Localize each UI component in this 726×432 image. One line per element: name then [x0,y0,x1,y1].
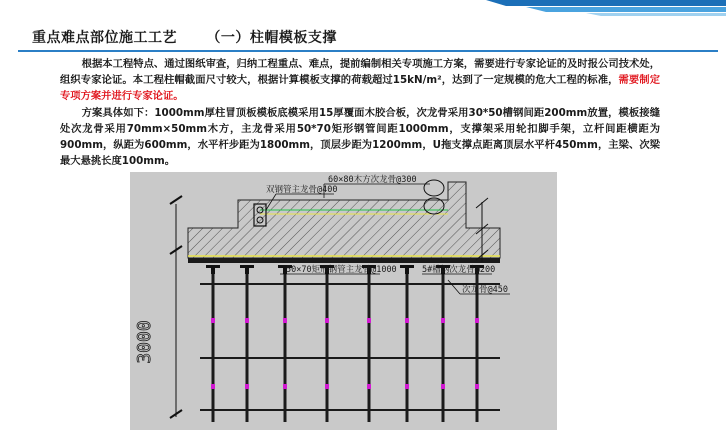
dimension-marker [170,196,182,418]
label-wood-joist: 60×80木方次龙骨@300 [328,175,417,185]
paragraph-1-warning: 需要制定专项方案并进行专家论证。 [60,74,660,103]
horizontal-bars [200,284,500,410]
page-title-main: 重点难点部位施工工艺 [32,30,177,46]
title-divider [18,50,718,52]
support-diagram [130,172,557,430]
label-channel: 5#槽钢次龙骨@200 [422,265,496,275]
paragraph-2: 方案具体如下：1000mm厚柱冒顶板模板底模采用15厚覆面木胶合板，次龙骨采用30*50槽钢间距200mm放置，模板接缝处次龙骨采用70mm×50mm木方，主龙骨采用50*70矩形钢管间距1000mm，支撑架采用轮扣脚手架，立杆间距横距为900mm，纵距为600mm，水平杆步距为1800mm，顶层步距为1200mm，U拖支撑点距离顶层水平杆450mm，主梁、次梁最大悬挑长度100mm。 [60,106,660,168]
column-cap-concrete [188,182,500,258]
formwork-plank [188,258,500,263]
page-title [32,27,337,47]
dimension-height-label: 3000 [134,320,155,364]
paragraph-1-text: 根据本工程特点、通过图纸审查，归纳工程重点、难点，提前编制相关专项施工方案，需要进行专家论证的及时报公司技术处，组织专家论证。本工程柱帽截面尺寸较大，根据计算模板支撑的荷载超过15kN/m²，达到了一定规模的危大工程的标准， [60,58,660,87]
page-title-sub: （一）柱帽模板支撑 [206,30,337,46]
header-accent-graphic [466,0,726,22]
vertical-poles [213,274,477,422]
pole-connectors [211,318,479,389]
paragraph-1 [60,56,660,105]
label-main-joist: 50×70矩形钢管主龙骨@1000 [286,265,397,275]
body-text [60,56,660,169]
support-diagram-svg [130,172,557,430]
label-secondary-joist: 次龙骨@450 [462,285,508,295]
label-steel-pipe: 双钢管主龙骨@400 [266,185,338,195]
